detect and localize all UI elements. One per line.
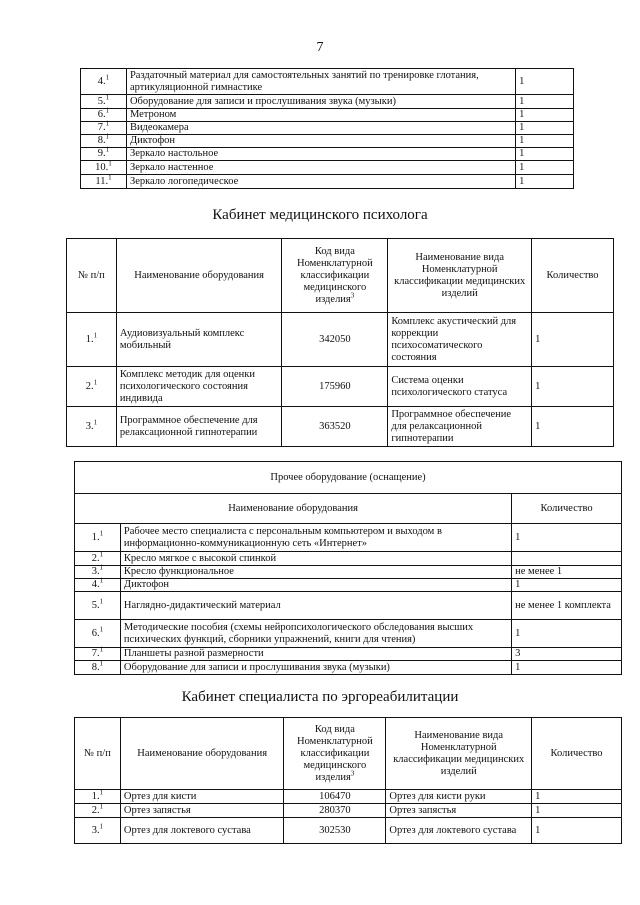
page-number: 7 xyxy=(316,40,324,55)
row-number: 1.$^1$ xyxy=(75,524,121,552)
row-quantity: 3 xyxy=(512,648,622,661)
row-kind: Ортез для кисти руки xyxy=(386,790,532,804)
header-num: № п/п xyxy=(67,239,117,313)
row-equipment-name: Ортез запястья xyxy=(120,804,284,818)
row-quantity: 1 xyxy=(516,135,574,148)
row-quantity: 1 xyxy=(532,804,622,818)
row-equipment-name: Диктофон xyxy=(120,579,511,592)
row-quantity: 1 xyxy=(516,109,574,122)
row-quantity: 1 xyxy=(512,661,622,675)
row-equipment-name: Диктофон xyxy=(126,135,515,148)
row-quantity: 1 xyxy=(532,367,614,407)
psychologist-equipment-table xyxy=(66,238,614,447)
table-row xyxy=(67,407,614,447)
row-number: 5.$^1$ xyxy=(75,592,121,620)
header-name: Наименование оборудования xyxy=(120,718,284,790)
header-num: № п/п xyxy=(75,718,121,790)
row-quantity: 1 xyxy=(516,148,574,161)
table-row xyxy=(67,313,614,367)
row-equipment-name: Кресло функциональное xyxy=(120,566,511,579)
row-quantity: 1 xyxy=(532,790,622,804)
row-quantity: 1 xyxy=(532,407,614,447)
row-number: 1.$^1$ xyxy=(75,790,121,804)
table-row xyxy=(75,818,622,844)
section-heading-psychologist: Кабинет медицинского психолога xyxy=(212,207,428,223)
table-row xyxy=(75,648,622,661)
row-number: 2.$^1$ xyxy=(75,552,121,566)
row-quantity: 1 xyxy=(516,175,574,189)
row-quantity: 1 xyxy=(512,620,622,648)
table-row xyxy=(75,592,622,620)
table-row xyxy=(81,69,574,95)
ergo-equipment-table xyxy=(74,717,622,844)
table-row xyxy=(75,790,622,804)
top-equipment-table xyxy=(80,68,574,189)
row-code: 175960 xyxy=(282,367,388,407)
header-kind: Наименование вида Номенклатурной классификации медицинских изделий xyxy=(388,239,532,313)
row-number: 8.$^1$ xyxy=(81,135,127,148)
row-number: 4.$^1$ xyxy=(81,69,127,95)
row-equipment-name: Метроном xyxy=(126,109,515,122)
row-number: 3.$^1$ xyxy=(75,818,121,844)
row-number: 9.$^1$ xyxy=(81,148,127,161)
row-equipment-name: Ортез для локтевого сустава xyxy=(120,818,284,844)
table-row xyxy=(75,620,622,648)
row-number: 7.$^1$ xyxy=(81,122,127,135)
row-number: 7.$^1$ xyxy=(75,648,121,661)
row-equipment-name: Рабочее место специалиста с персональным компьютером и выходом в информационно-коммуникационную сеть «Интернет» xyxy=(120,524,511,552)
row-number: 6.$^1$ xyxy=(75,620,121,648)
header-name: Наименование оборудования xyxy=(75,494,512,524)
row-quantity xyxy=(512,552,622,566)
table-row xyxy=(81,175,574,189)
row-quantity: 1 xyxy=(516,161,574,175)
row-equipment-name: Зеркало логопедическое xyxy=(126,175,515,189)
header-code: Код вида Номенклатурной классификации медицинского изделия$^3$ xyxy=(282,239,388,313)
table-row xyxy=(81,109,574,122)
header-code: Код вида Номенклатурной классификации медицинского изделия$^3$ xyxy=(284,718,386,790)
header-qty: Количество xyxy=(532,239,614,313)
row-equipment-name: Раздаточный материал для самостоятельных занятий по тренировке глотания, артикуляционной гимнастике xyxy=(126,69,515,95)
row-code: 106470 xyxy=(284,790,386,804)
row-code: 342050 xyxy=(282,313,388,367)
row-quantity: не менее 1 xyxy=(512,566,622,579)
row-kind: Программное обеспечение для релаксационной гипнотерапии xyxy=(388,407,532,447)
row-quantity: не менее 1 комплекта xyxy=(512,592,622,620)
table-row xyxy=(81,95,574,109)
table-row xyxy=(81,135,574,148)
row-equipment-name: Комплекс методик для оценки психологического состояния индивида xyxy=(116,367,282,407)
row-number: 11.$^1$ xyxy=(81,175,127,189)
other-equipment-title: Прочее оборудование (оснащение) xyxy=(75,462,622,494)
row-equipment-name: Наглядно-дидактический материал xyxy=(120,592,511,620)
row-number: 10.$^1$ xyxy=(81,161,127,175)
row-quantity: 1 xyxy=(532,818,622,844)
table-row xyxy=(75,552,622,566)
table-row xyxy=(81,161,574,175)
row-equipment-name: Зеркало настольное xyxy=(126,148,515,161)
table-row xyxy=(81,122,574,135)
row-equipment-name: Оборудование для записи и прослушивания звука (музыки) xyxy=(120,661,511,675)
row-number: 8.$^1$ xyxy=(75,661,121,675)
row-quantity: 1 xyxy=(532,313,614,367)
row-quantity: 1 xyxy=(512,579,622,592)
row-quantity: 1 xyxy=(512,524,622,552)
table-row xyxy=(75,661,622,675)
row-equipment-name: Ортез для кисти xyxy=(120,790,284,804)
row-number: 4.$^1$ xyxy=(75,579,121,592)
table-row xyxy=(75,579,622,592)
table-row xyxy=(75,566,622,579)
row-kind: Ортез запястья xyxy=(386,804,532,818)
row-code: 280370 xyxy=(284,804,386,818)
row-code: 302530 xyxy=(284,818,386,844)
row-kind: Ортез для локтевого сустава xyxy=(386,818,532,844)
other-equipment-table xyxy=(74,461,622,675)
table-row xyxy=(81,148,574,161)
row-equipment-name: Видеокамера xyxy=(126,122,515,135)
header-kind: Наименование вида Номенклатурной классификации медицинских изделий xyxy=(386,718,532,790)
row-number: 3.$^1$ xyxy=(67,407,117,447)
row-number: 2.$^1$ xyxy=(75,804,121,818)
row-kind: Система оценки психологического статуса xyxy=(388,367,532,407)
row-equipment-name: Методические пособия (схемы нейропсихологического обследования высших психических функций, сборники упражнений, книги для чтения) xyxy=(120,620,511,648)
row-number: 2.$^1$ xyxy=(67,367,117,407)
row-number: 5.$^1$ xyxy=(81,95,127,109)
row-quantity: 1 xyxy=(516,95,574,109)
row-equipment-name: Кресло мягкое с высокой спинкой xyxy=(120,552,511,566)
row-quantity: 1 xyxy=(516,122,574,135)
row-equipment-name: Оборудование для записи и прослушивания звука (музыки) xyxy=(126,95,515,109)
row-equipment-name: Зеркало настенное xyxy=(126,161,515,175)
row-kind: Комплекс акустический для коррекции психосоматического состояния xyxy=(388,313,532,367)
row-equipment-name: Программное обеспечение для релаксационной гипнотерапии xyxy=(116,407,282,447)
table-row xyxy=(75,804,622,818)
header-qty: Количество xyxy=(512,494,622,524)
row-number: 6.$^1$ xyxy=(81,109,127,122)
row-equipment-name: Аудиовизуальный комплекс мобильный xyxy=(116,313,282,367)
row-equipment-name: Планшеты разной размерности xyxy=(120,648,511,661)
header-qty: Количество xyxy=(532,718,622,790)
row-quantity: 1 xyxy=(516,69,574,95)
row-code: 363520 xyxy=(282,407,388,447)
section-heading-ergo: Кабинет специалиста по эргореабилитации xyxy=(181,689,459,705)
table-row xyxy=(75,524,622,552)
table-row xyxy=(67,367,614,407)
header-name: Наименование оборудования xyxy=(116,239,282,313)
row-number: 3.$^1$ xyxy=(75,566,121,579)
row-number: 1.$^1$ xyxy=(67,313,117,367)
